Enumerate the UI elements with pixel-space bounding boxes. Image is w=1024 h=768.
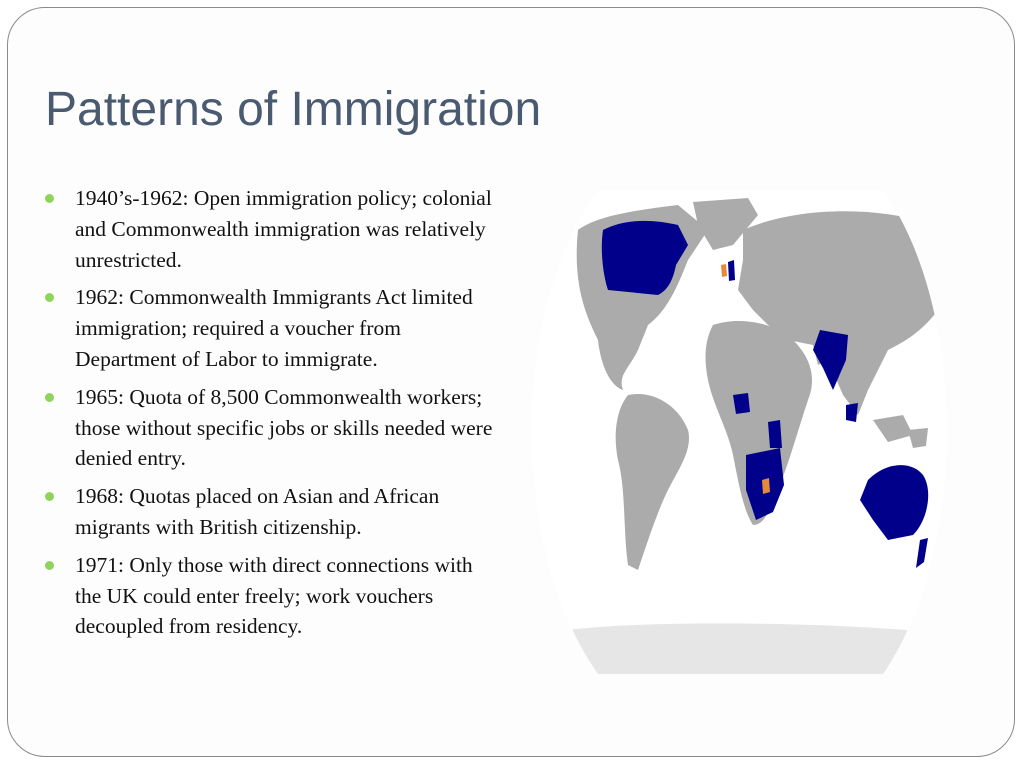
bullet-text: 1940’s-1962: Open immigration policy; colonial and Commonwealth immigration was relatively unrestricted.	[75, 186, 492, 272]
west-africa-highlight	[733, 393, 750, 414]
bullet-item	[45, 481, 495, 543]
bullet-dot-icon	[45, 194, 54, 203]
bullet-item	[45, 382, 495, 474]
bullet-item	[45, 282, 495, 374]
bullet-dot-icon	[45, 393, 54, 402]
bullet-dot-icon	[45, 561, 54, 570]
ireland-accent	[721, 264, 727, 277]
bullet-text: 1971: Only those with direct connections with the UK could enter freely; work vouchers decoupled from residency.	[75, 552, 473, 639]
east-africa-highlight	[768, 420, 782, 448]
central-africa-accent	[762, 478, 770, 494]
bullet-text: 1968: Quotas placed on Asian and African migrants with British citizenship.	[75, 484, 440, 539]
bullet-text: 1965: Quota of 8,500 Commonwealth workers; those without specific jobs or skills needed were denied entry.	[75, 384, 493, 471]
bullet-item	[45, 550, 495, 642]
bullet-item	[45, 183, 495, 275]
bullet-text: 1962: Commonwealth Immigrants Act limited immigration; required a voucher from Department of Labor to immigrate.	[75, 285, 473, 371]
uk-highlight	[728, 260, 735, 281]
bullet-list	[45, 183, 495, 649]
bullet-dot-icon	[45, 293, 54, 302]
bullet-dot-icon	[45, 492, 54, 501]
malaysia-highlight	[846, 403, 858, 422]
antarctica-shape	[548, 623, 938, 674]
slide-title: Patterns of Immigration	[45, 83, 542, 136]
world-map	[528, 190, 956, 674]
world-map-image	[528, 190, 956, 674]
